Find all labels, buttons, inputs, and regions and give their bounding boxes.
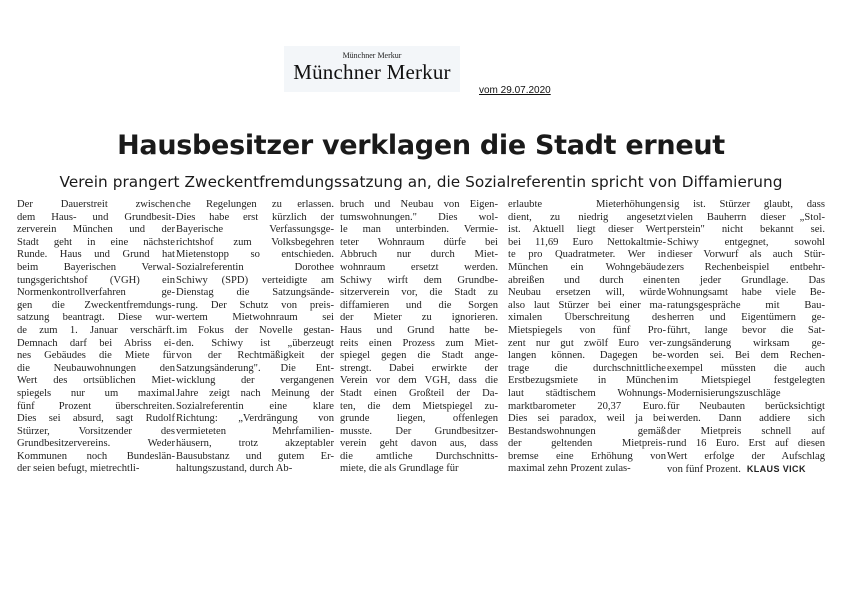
text-line: maximal zehn Prozent zulas-	[508, 463, 631, 475]
text-line: Verein vor dem VGH, dass die	[340, 375, 498, 387]
logo-small-text: Münchner Merkur	[342, 51, 402, 60]
text-line: bremse eine Erhöhung von	[508, 450, 666, 462]
text-line: spiegels nur um maximal	[17, 387, 175, 399]
text-line: Schiwy wirft dem Grundbe-	[340, 274, 498, 286]
text-line: beim Bayerischen Verwal-	[17, 261, 175, 273]
text-line: Dies sei paradox, weil ja bei	[508, 413, 666, 425]
text-line: Dies habe erst kürzlich der	[176, 211, 334, 223]
text-line: bei 11,69 Euro Nettokaltmie-	[508, 236, 666, 248]
text-line: Haus und Grund hatte be-	[340, 324, 498, 336]
text-line: te pro Quadratmeter. Wer in	[508, 249, 666, 261]
logo-main-text: Münchner Merkur	[293, 60, 451, 84]
text-line: den. Schiwy ist „überzeugt	[176, 337, 334, 349]
text-line: langen können. Dagegen be-	[508, 350, 666, 362]
text-line: Schiwy entgegnet, sowohl	[667, 236, 825, 248]
text-line: Stadt geht in eine nächste	[17, 236, 175, 248]
text-line: Normenkontrollverfahren ge-	[17, 287, 175, 299]
text-line: Satzungsänderung". Die Ent-	[176, 362, 334, 374]
article-column-1	[17, 199, 175, 476]
text-line: Bayerische Verfassungsge-	[176, 224, 334, 236]
text-line: die Neubauwohnungen den	[17, 362, 175, 374]
text-line: herren und Eigentümern ge-	[667, 312, 825, 324]
text-line: von fünf Prozent. KLAUS VICK	[667, 464, 806, 476]
text-line: der Mieter zu ignorieren.	[340, 312, 498, 324]
text-line: teter Wohnraum dürfe bei	[340, 236, 498, 248]
text-line: ten, die dem Mietspiegel zu-	[340, 400, 498, 412]
text-line: Mietenstopp so entschieden.	[176, 249, 334, 261]
article-column-2	[176, 199, 334, 476]
article-column-4	[508, 199, 666, 476]
text-line: Neubau ersetzen will, würde	[508, 287, 666, 299]
text-line: Der Dauerstreit zwischen	[17, 199, 175, 210]
text-line: vielen Bauherrn dieser „Stol-	[667, 211, 825, 223]
text-line: der seien befugt, mietrechtli-	[17, 463, 140, 475]
text-line: perstein" nicht bekannt sei.	[667, 224, 825, 236]
text-line: verein geht davon aus, dass	[340, 438, 498, 450]
text-line: im Fokus der Novelle gestan-	[176, 324, 334, 336]
text-line: gen die Zweckentfremdungs-	[17, 299, 175, 311]
text-line: Demnach darf bei Abriss ei-	[17, 337, 175, 349]
text-line: zers Rechenbeispiel entbehr-	[667, 261, 825, 273]
text-line: wohnraum ersetzt werden.	[340, 261, 498, 273]
text-line: Sozialreferentin eine klare	[176, 400, 334, 412]
text-line: trage die durchschnittliche	[508, 362, 666, 374]
text-line: sig ist. Stürzer glaubt, dass	[667, 199, 825, 210]
text-line: Runde. Haus und Grund hat	[17, 249, 175, 261]
article-column-3	[340, 199, 498, 476]
text-line: haltungszustand, durch Ab-	[176, 463, 293, 475]
text-line: Stürzer, Vorsitzender des	[17, 425, 175, 437]
text-line: rung. Der Schutz von preis-	[176, 299, 334, 311]
text-line: che Regelungen zu erlassen.	[176, 199, 334, 210]
text-line: zent nur gut zwölf Euro ver-	[508, 337, 666, 349]
text-line: im Mietspiegel festgelegten	[667, 375, 825, 387]
text-line: le man unterbinden. Vermie-	[340, 224, 498, 236]
text-line: der Mietpreis schnell auf	[667, 425, 825, 437]
text-line: zerverein München und der	[17, 224, 175, 236]
text-line: miete, die als Grundlage für	[340, 463, 459, 475]
text-line: Grundbesitzervereins. Weder	[17, 438, 175, 450]
text-line: Sozialreferentin Dorothee	[176, 261, 334, 273]
text-line: ximalen Überschreitung des	[508, 312, 666, 324]
text-line: wicklung der vergangenen	[176, 375, 334, 387]
text-line: tungsgerichtshof (VGH) ein	[17, 274, 175, 286]
text-line: also laut Stürzer bei einer ma-	[508, 299, 666, 311]
text-line: für Neubauten berücksichtigt	[667, 400, 825, 412]
text-line: erlaubte Mieterhöhungen	[508, 199, 666, 210]
text-line: werden. Dann addiere sich	[667, 413, 825, 425]
text-line: musste. Der Grundbesitzer-	[340, 425, 498, 437]
text-line: Abbruch nur durch Miet-	[340, 249, 498, 261]
text-line: Richtung: „Verdrängung von	[176, 413, 334, 425]
text-line: dem Haus- und Grundbesit-	[17, 211, 175, 223]
text-line: Mietspiegels von fünf Pro-	[508, 324, 666, 336]
text-line: spiegel gegen die Stadt ange-	[340, 350, 498, 362]
text-line: worden sei. Bei dem Rechen-	[667, 350, 825, 362]
text-line: strengt. Dabei erwirkte der	[340, 362, 498, 374]
text-line: vermieteten Mehrfamilien-	[176, 425, 334, 437]
text-line: Wohnungsamt habe viele Be-	[667, 287, 825, 299]
text-line: Dies sei absurd, sagt Rudolf	[17, 413, 175, 425]
text-line: Schiwy (SPD) verteidigte am	[176, 274, 334, 286]
author-name: KLAUS VICK	[746, 464, 806, 475]
text-line: richtshof zum Volksbegehren	[176, 236, 334, 248]
text-line: Wert des ortsüblichen Miet-	[17, 375, 175, 387]
text-line: reits einen Prozess zum Miet-	[340, 337, 498, 349]
text-line: Modernisierungszuschläge	[667, 387, 781, 399]
text-line: satzung beantragt. Diese wur-	[17, 312, 175, 324]
article-date: vom 29.07.2020	[479, 85, 551, 96]
text-line: rund 16 Euro. Erst auf diesen	[667, 438, 825, 450]
text-line: ten jeder Grundlage. Das	[667, 274, 825, 286]
text-line: dieser Vorwurf als auch Stür-	[667, 249, 825, 261]
text-line: tumswohnungen." Dies wol-	[340, 211, 498, 223]
text-line: diffamieren und die Sorgen	[340, 299, 498, 311]
text-line: laut städtischem Wohnungs-	[508, 387, 666, 399]
text-line: Wert erfolge der Aufschlag	[667, 450, 825, 462]
text-line: abreißen und durch einen	[508, 274, 666, 286]
newspaper-logo	[284, 46, 460, 92]
text-line: ist. Aktuell liegt dieser Wert	[508, 224, 666, 236]
text-line: München ein Wohngebäude	[508, 261, 666, 273]
text-line: nes Gebäudes die Miete für	[17, 350, 175, 362]
text-line: de zum 1. Januar verschärft.	[17, 324, 175, 336]
text-line: Dienstag die Satzungsände-	[176, 287, 334, 299]
text-line: dient, zu niedrig angesetzt	[508, 211, 666, 223]
text-line: von der Rechtmäßigkeit der	[176, 350, 334, 362]
text-line: wertem Mietwohnraum sei	[176, 312, 334, 324]
text-line: Stadt einen Großteil der Da-	[340, 387, 498, 399]
text-line: Bestandswohnungen gemäß	[508, 425, 666, 437]
text-line: zungsänderung wirksam ge-	[667, 337, 825, 349]
text-line: häusern, trotz akzeptabler	[176, 438, 334, 450]
text-line: fünf Prozent überschreiten.	[17, 400, 175, 412]
text-line: Kommunen noch Bundeslän-	[17, 450, 175, 462]
text-line: ratungsgespräche mit Bau-	[667, 299, 825, 311]
text-line: der geltenden Mietpreis-	[508, 438, 666, 450]
text-line: Bausubstanz und gutem Er-	[176, 450, 334, 462]
text-line: führt, lange bevor die Sat-	[667, 324, 825, 336]
text-line: exempel müssten die auch	[667, 362, 825, 374]
article-headline: Hausbesitzer verklagen die Stadt erneut	[117, 130, 725, 161]
text-line: grunde liegen, offenlegen	[340, 413, 498, 425]
text-line: bruch und Neubau von Eigen-	[340, 199, 498, 210]
text-line: sitzerverein vor, die Stadt zu	[340, 287, 498, 299]
text-line: die amtliche Durchschnitts-	[340, 450, 498, 462]
text-line: Erstbezugsmiete in München	[508, 375, 666, 387]
text-line: Jahre zeigt nach Meinung der	[176, 387, 334, 399]
article-column-5	[667, 199, 825, 477]
text-line: marktbarometer 20,37 Euro.	[508, 400, 666, 412]
article-subheadline: Verein prangert Zweckentfremdungssatzung an, die Sozialreferentin spricht von Diffamierung	[59, 173, 783, 191]
